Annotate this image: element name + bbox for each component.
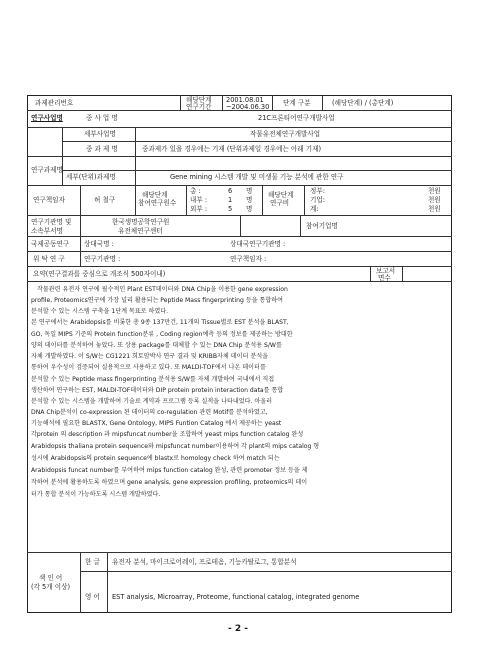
task-number-label: 과제관리번호 <box>35 99 74 107</box>
participating-company-label: 참여기업명 <box>306 222 338 230</box>
sub-task-label: 세부(단위)과제명 <box>66 173 116 181</box>
page-number: - 2 - <box>228 624 248 634</box>
summary-line: Arabidopsis thaliana protein sequence와 mipsfuncat number이용하여 각 plant의 mips catalog 형 <box>31 443 320 450</box>
consignment-lead-label: 연구책임자 : <box>230 255 267 263</box>
english-keywords-label: 영 어 <box>85 593 100 601</box>
summary-line: 작하여 분석에 활용하도록 하였으며 gene analysis, gene expression profiling, proteomics의 데이 <box>31 479 308 486</box>
company-cost-unit: 천원 <box>428 196 441 204</box>
summary-line: 각protein 의 description 과 mipsfuncat number을 조합하여 yeast mips function catalog 완성 <box>31 431 304 438</box>
summary-line: 분석할 수 있는 시스템을 개발하여 기술료 계약과 프로그램 등록 실적을 나타내었다. 아울러 <box>31 398 273 405</box>
research-cost-label-line2: 연구비 <box>270 199 290 207</box>
lead-researcher-label: 연구책임자 <box>33 196 65 204</box>
stage-label: 단계 구분 <box>283 99 311 107</box>
keywords-label-line2: (각 5개 이상) <box>31 583 71 591</box>
summary-line: 분석할 수 있는 시스템 구축을 1단계 목표로 하였다. <box>31 308 169 315</box>
summary-line: 터가 통합 분석이 가능하도록 시스템 개발하였다. <box>31 491 161 498</box>
main-task-value: 중과제가 있을 경우에는 기재 (단위과제일 경우에는 아래 기재) <box>142 145 322 153</box>
company-cost-label: 기업: <box>310 196 325 204</box>
period-end: ~2004.06.30 <box>226 103 270 111</box>
consignment-institution-label: 연구기관명 : <box>84 255 121 263</box>
researcher-count-label-line1: 해당단계 <box>142 191 168 199</box>
summary-line: 생산하여 연구하는 EST, MALDI-TOF데이터와 DIP protein protein interaction data를 통합 <box>31 387 284 394</box>
korean-keywords-value: 유전자 분석, 마이크로어레이, 프로테옴, 기능카탈로그, 통합분석 <box>112 558 297 566</box>
stage-value: (해당단계) / (총단계) <box>332 99 394 107</box>
external-count-label: 외부 : <box>190 205 208 213</box>
total-count-unit: 명 <box>246 187 253 195</box>
institution-label-line2: 소속부서명 <box>31 227 63 235</box>
institution-label-line1: 연구기관명 및 <box>31 218 72 226</box>
government-cost-label: 정부: <box>310 187 325 195</box>
total-count-value: 6 <box>228 187 233 195</box>
total-cost-label: 계: <box>310 205 319 213</box>
summary-line: 자체 개발하였다. 이 S/W는 CG1221 희토암박사 연구 결과 및 KRIBB자체 데이터 분석을 <box>31 353 269 360</box>
lead-researcher-name: 허 철구 <box>94 196 116 204</box>
summary-line: GO, 독일 MIPS 기준의 Protein function분류 , Coding region예측 등의 정보를 제공하는 방대한 <box>31 331 293 338</box>
researcher-count-label-line2: 참여연구원수 <box>138 199 177 207</box>
main-task-label: 중 과 제 명 <box>86 145 118 153</box>
sub-business-label: 세부사업명 <box>84 130 116 138</box>
summary-line: 분석할 수 있는 Peptide mass fingerprinting 분석용 S/W를 자체 개발하여 국내에서 직접 <box>31 376 275 383</box>
period-label-line1: 해당단계 <box>186 96 212 104</box>
government-cost-unit: 천원 <box>428 187 441 195</box>
main-business-value: 21C프론티어연구개발사업 <box>258 114 335 122</box>
summary-heading: 요약(연구결과를 중심으로 개조식 500자이내) <box>33 270 166 278</box>
main-business-label: 중 사 업 명 <box>86 114 118 122</box>
institution-name-line1: 한국생명공학연구원 <box>112 218 170 226</box>
business-section-label: 연구사업명 <box>31 114 63 122</box>
period-label-line2: 연구기간 <box>186 103 212 111</box>
internal-count-label: 내부 : <box>190 196 208 204</box>
project-name-label: 연구과제명 <box>31 166 63 174</box>
english-keywords-value: EST analysis, Microarray, Proteome, functional catalog, integrated genome <box>112 593 360 601</box>
summary-line: 작물관련 유전자 연구에 필수적인 Plant EST데이터와 DNA Chip을 이용한 gene expression <box>37 286 288 293</box>
summary-line: 통하여 우수성이 검증되어 실용적으로 사용하고 있다. 또 MALDI-TOF에서 나온 데이터를 <box>31 364 266 371</box>
summary-line: Arabidopsis funcat number를 부여하여 mips function catalog 완성, 관련 promoter 정보 등을 제 <box>31 467 308 474</box>
total-count-label: 총 : <box>190 187 201 195</box>
keywords-label-line1: 색 인 어 <box>39 574 63 582</box>
report-pages-label-line1: 보고서 <box>376 267 396 275</box>
external-count-value: 5 <box>228 205 233 213</box>
research-cost-label-line1: 해당단계 <box>268 191 294 199</box>
summary-line: 양의 데이터를 분석하여 놓았다. 또 상용 package를 대체할 수 있는 DNA Chip 분석용 S/W를 <box>31 342 282 349</box>
external-count-unit: 명 <box>246 205 253 213</box>
sub-task-value: Gene mining 시스템 개발 및 미생물 기능 분석에 관한 연구 <box>170 173 344 181</box>
counterpart-institution-label: 상대국연구기관명 : <box>230 240 286 248</box>
period-start: 2001.08.01 <box>226 96 264 104</box>
summary-line: DNA Chip분석이 co-expression 된 데이터의 co-regulation 관련 Motif를 분석하였고, <box>31 409 268 416</box>
summary-line: 기능해석에 필요한 BLASTX, Gene Ontology, MIPS Funtion Catalog 에서 제공하는 yeast <box>31 420 282 427</box>
counterpart-country-label: 상대국명 : <box>84 240 114 248</box>
summary-line: profile, Proteomics연구에 가장 널리 활용되는 Peptide Mass fingerprinting 등을 통합하여 <box>31 297 284 304</box>
internal-count-unit: 명 <box>246 196 253 204</box>
summary-line: 성시에 Arabidopsis의 protein sequence에 blastx로 homology check 하여 match 되는 <box>31 455 280 462</box>
sub-business-value: 작물유전체연구개발사업 <box>250 130 321 138</box>
international-research-label: 국제공동연구 <box>31 240 70 248</box>
report-pages-label-line2: 면수 <box>378 274 391 282</box>
institution-name-line2: 유전체연구센터 <box>118 227 163 235</box>
korean-keywords-label: 한 글 <box>85 558 100 566</box>
consignment-research-label: 위 탁 연 구 <box>33 255 65 263</box>
summary-line: 본 연구에서는 Arabidopsis를 비롯한 총 9종 137만건, 11개의 Tissue별로 EST 분석을 BLAST, <box>31 319 289 326</box>
internal-count-value: 1 <box>228 196 233 204</box>
total-cost-unit: 천원 <box>428 205 441 213</box>
